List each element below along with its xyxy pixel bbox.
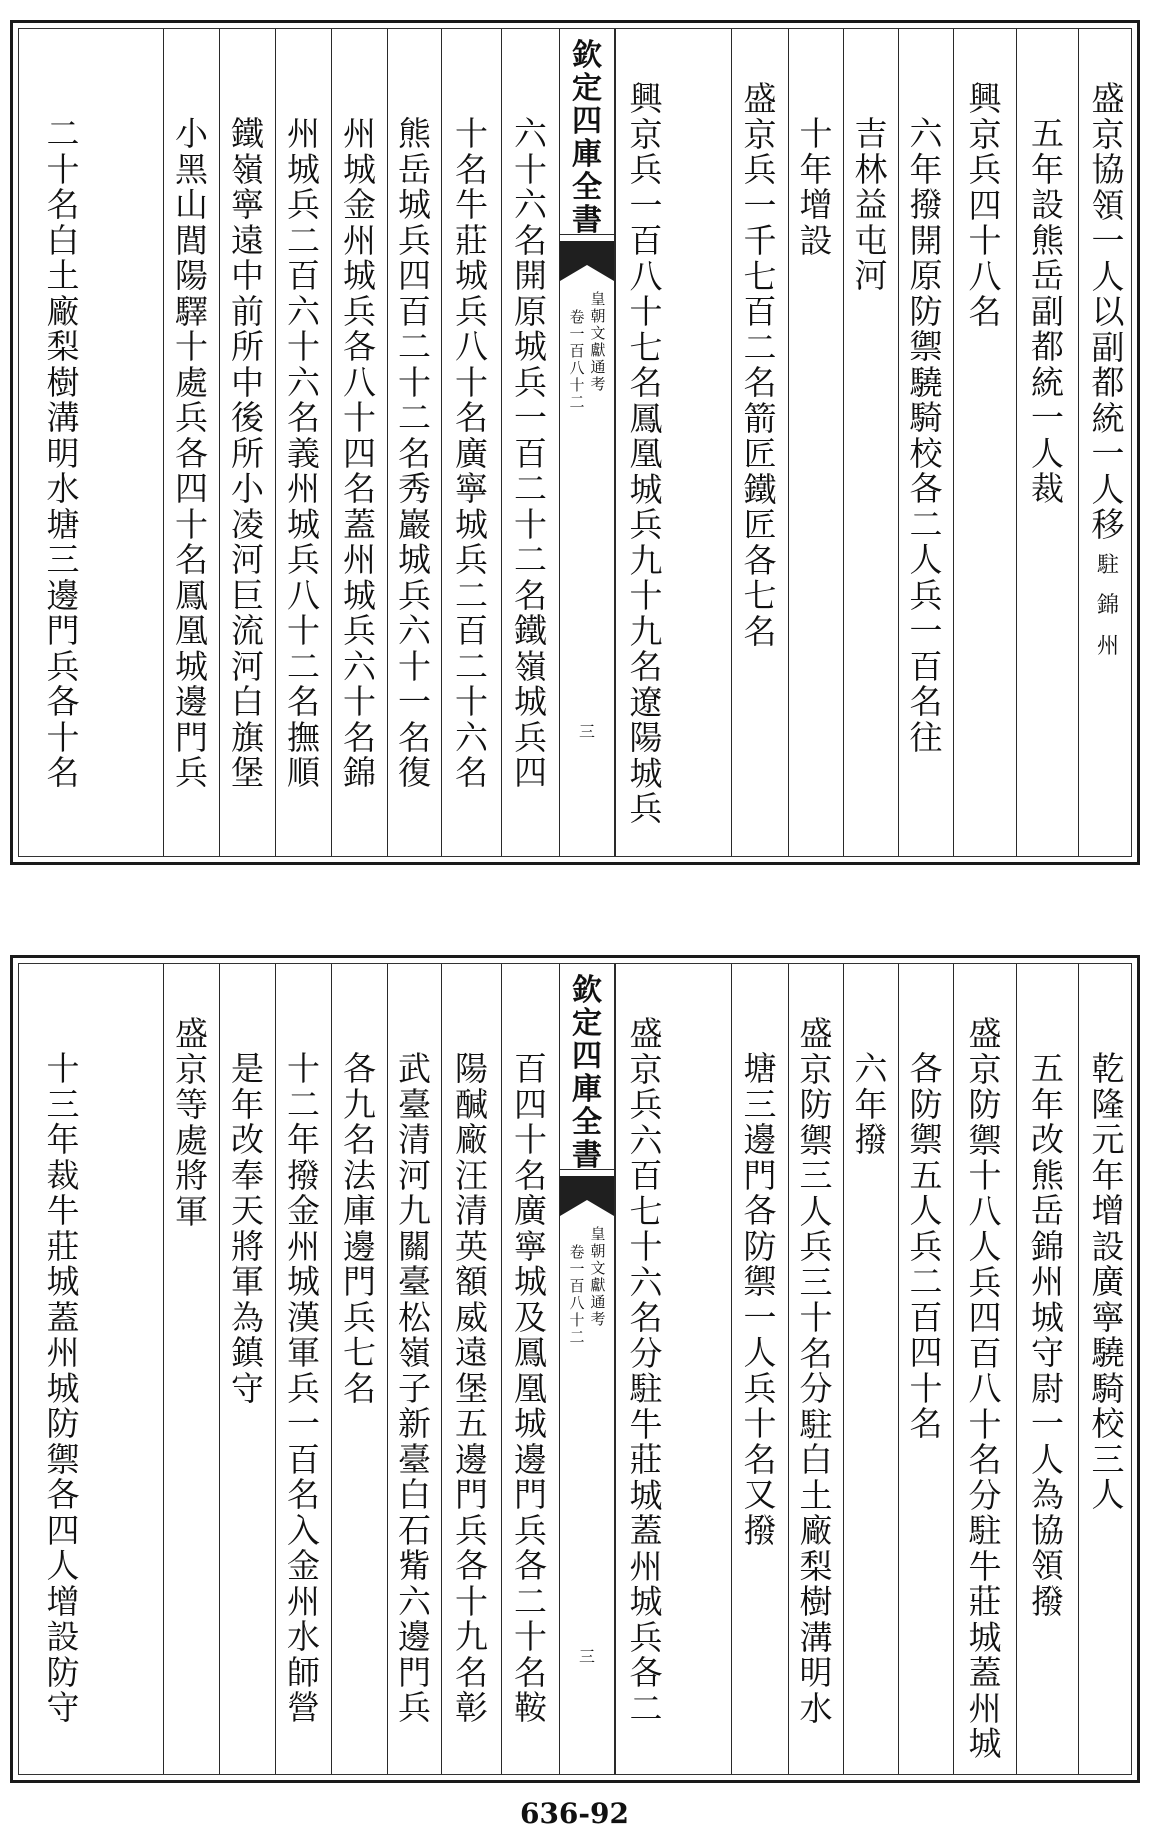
column-text: 百四十名廣寧城及鳳凰城邊門兵各二十名鞍: [514, 1049, 547, 1727]
column-text: 塘三邊門各防禦一人兵十名又撥: [743, 1049, 777, 1550]
text-column: [788, 29, 843, 856]
text-column: [731, 964, 788, 1774]
column-text: 五年改熊岳錦州城守尉一人為協領撥: [1031, 1049, 1064, 1621]
column-text: 五年設熊岳副都統一人裁: [1031, 114, 1064, 508]
text-column: [219, 964, 275, 1774]
column-text: 是年改奉天將軍為鎮守: [231, 1049, 264, 1408]
text-column: [788, 964, 843, 1774]
text-column: [953, 29, 1016, 856]
column-text: 興京兵四十八名: [968, 79, 1002, 331]
text-column: [843, 964, 898, 1774]
book-spine: [559, 964, 615, 1774]
bottom-page-frame: [10, 955, 1140, 1783]
text-column: [275, 964, 331, 1774]
text-column: [615, 29, 676, 856]
leaf-number: 三: [578, 1647, 595, 1666]
text-column: [275, 29, 331, 856]
text-column: [1016, 29, 1078, 856]
text-column: [731, 29, 788, 856]
text-column: [163, 29, 219, 856]
small-annotation: 駐錦州: [1096, 552, 1119, 659]
column-text: 武臺清河九關臺松嶺子新臺白石觜六邊門兵: [398, 1049, 431, 1727]
leaf-number: 三: [578, 722, 595, 741]
sub-title: 皇朝文獻通考: [590, 290, 606, 393]
text-column: [501, 964, 559, 1774]
column-text: 州城金州城兵各八十四名蓋州城兵六十名錦: [343, 114, 376, 792]
top-page-frame: [10, 20, 1140, 865]
sub-title: 皇朝文獻通考: [590, 1225, 606, 1328]
text-column: [898, 29, 953, 856]
column-text: 六十六名開原城兵一百二十二名鐵嶺城兵四: [514, 114, 547, 792]
fishtail-mark: [560, 1176, 614, 1216]
column-text: 吉林益屯河: [854, 114, 888, 295]
text-column: [331, 29, 387, 856]
column-text: 盛京防禦三人兵三十名分駐白土廠梨樹溝明水: [799, 1014, 833, 1728]
text-column: [615, 964, 676, 1774]
column-text: 小黑山閭陽驛十處兵各四十名鳳凰城邊門兵: [175, 114, 208, 792]
column-text: 陽醎廠汪清英額威遠堡五邊門兵各十九名彰: [455, 1049, 488, 1727]
spine-rule: [560, 1169, 614, 1170]
text-column: [387, 964, 441, 1774]
text-column: [331, 964, 387, 1774]
column-text: 熊岳城兵四百二十二名秀巖城兵六十一名復: [398, 114, 431, 792]
column-text: 十名牛莊城兵八十名廣寧城兵二百二十六名: [455, 114, 488, 792]
text-column: [387, 29, 441, 856]
column-text: 鐵嶺寧遠中前所中後所小凌河巨流河白旗堡: [231, 114, 264, 792]
column-text: 六年撥: [854, 1049, 888, 1159]
text-column: [953, 964, 1016, 1774]
page-number: 636-92: [519, 1797, 630, 1830]
fishtail-mark: [560, 241, 614, 281]
book-title: 欽定四庫全書: [572, 38, 602, 238]
column-text: 盛京兵六百七十六名分駐牛莊城蓋州城兵各二: [629, 1014, 663, 1728]
text-column: [441, 29, 501, 856]
column-text: 六年撥開原防禦驍騎校各二人兵一百名往: [909, 114, 943, 757]
spine-rule: [560, 234, 614, 235]
column-text: 興京兵一百八十七名鳳凰城兵九十九名遼陽城兵: [629, 79, 663, 828]
column-text: 乾隆元年增設廣寧驍騎校三人: [1091, 1049, 1125, 1514]
column-text: 州城兵二百六十六名義州城兵八十二名撫順: [287, 114, 320, 792]
text-column: [843, 29, 898, 856]
text-column: [1078, 29, 1137, 856]
column-text: 十三年裁牛莊城蓋州城防禦各四人增設防守: [46, 1049, 80, 1727]
book-spine: [559, 29, 615, 856]
column-text: 盛京兵一千七百二名箭匠鐵匠各七名: [743, 79, 777, 651]
text-column: [501, 29, 559, 856]
text-column: [219, 29, 275, 856]
volume-label: 卷一百八十二: [569, 308, 585, 411]
text-column: [898, 964, 953, 1774]
text-column: [19, 29, 107, 856]
text-column: [163, 964, 219, 1774]
column-text: 十年增設: [799, 114, 833, 260]
column-text: 二十名白土廠梨樹溝明水塘三邊門兵各十名: [46, 114, 80, 792]
column-text: 盛京等處將軍: [175, 1014, 208, 1231]
volume-label: 卷一百八十二: [569, 1243, 585, 1346]
text-column: [1078, 964, 1137, 1774]
column-text: 各防禦五人兵二百四十名: [909, 1049, 943, 1443]
text-column: [19, 964, 107, 1774]
column-text: 十二年撥金州城漢軍兵一百名入金州水師營: [287, 1049, 320, 1727]
text-column: [441, 964, 501, 1774]
text-column: [1016, 964, 1078, 1774]
column-text: 盛京協領一人以副都統一人移駐錦州: [1091, 79, 1125, 659]
column-text: 盛京防禦十八人兵四百八十名分駐牛莊城蓋州城: [968, 1014, 1002, 1763]
column-text: 各九名法庫邊門兵七名: [343, 1049, 376, 1408]
book-title: 欽定四庫全書: [572, 973, 602, 1173]
